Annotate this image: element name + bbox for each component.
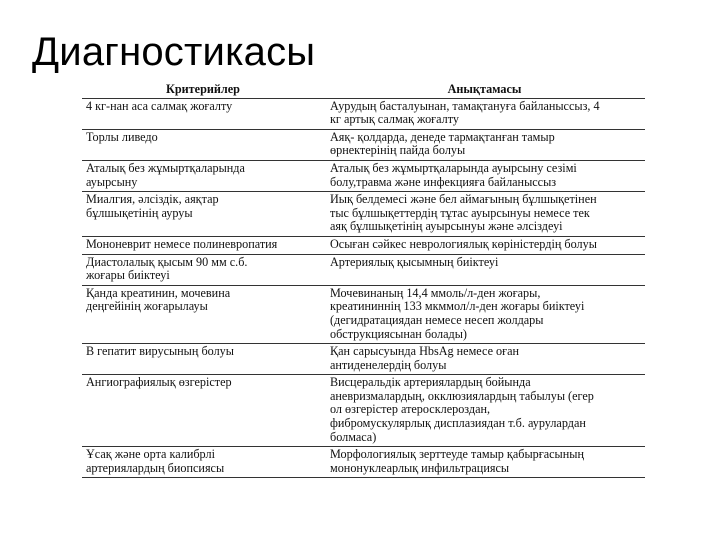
definition-cell: Артериялық қысымның биіктеуі bbox=[324, 254, 645, 285]
definition-cell: Морфологиялық зерттеуде тамыр қабырғасының мононуклеарлық инфильтрациясы bbox=[324, 447, 645, 478]
criterion-cell: Ангиографиялық өзгерістер bbox=[82, 375, 324, 447]
table-row bbox=[82, 160, 645, 191]
table-header-row bbox=[82, 82, 645, 98]
criterion-cell: Аталық без жұмыртқаларында ауырсыну bbox=[82, 160, 324, 191]
table-row bbox=[82, 285, 645, 343]
criterion-cell: 4 кг-нан аса салмақ жоғалту bbox=[82, 98, 324, 129]
table-row bbox=[82, 447, 645, 478]
table-row bbox=[82, 236, 645, 254]
criterion-cell: Миалгия, әлсіздік, аяқтар бұлшықетінің ауруы bbox=[82, 192, 324, 237]
criterion-cell: Диастолалық қысым 90 мм с.б. жоғары биіктеуі bbox=[82, 254, 324, 285]
table-row bbox=[82, 98, 645, 129]
criterion-cell: Ұсақ және орта калибрлі артериялардың биопсиясы bbox=[82, 447, 324, 478]
slide-title: Диагностикасы bbox=[32, 30, 316, 74]
table-row bbox=[82, 375, 645, 447]
definition-cell: Қан сарысуында HbsAg немесе оған антиденелердің болуы bbox=[324, 344, 645, 375]
criterion-cell: В гепатит вирусының болуы bbox=[82, 344, 324, 375]
definition-cell: Иық белдемесі және бел аймағының бұлшықетінен тыс бұлшықеттердің тұтас ауырсынуы немесе тек аяқ бұлшықетінің ауырсынуы және әлсіздеуі bbox=[324, 192, 645, 237]
definition-cell: Аурудың басталуынан, тамақтануға байланыссыз, 4 кг артық салмақ жоғалту bbox=[324, 98, 645, 129]
definition-cell: Висцеральдік артериялардың бойында аневризмалардың, окклюзиялардың табылуы (егер ол өзгерістер атеросклероздан, фибромускулярлық дисплазиядан т.б. аурулардан болмаса) bbox=[324, 375, 645, 447]
criteria-table bbox=[82, 82, 645, 478]
definition-cell: Осыған сәйкес неврологиялық көріністердің болуы bbox=[324, 236, 645, 254]
table-row bbox=[82, 344, 645, 375]
criterion-cell: Торлы ливедо bbox=[82, 129, 324, 160]
table-row bbox=[82, 254, 645, 285]
definition-cell: Аяқ- қолдарда, денеде тармақтанған тамыр өрнектерінің пайда болуы bbox=[324, 129, 645, 160]
table-row bbox=[82, 192, 645, 237]
table-row bbox=[82, 129, 645, 160]
criterion-cell: Қанда креатинин, мочевина деңгейінің жоғарылауы bbox=[82, 285, 324, 343]
definition-cell: Аталық без жұмыртқаларында ауырсыну сезімі болу,травма және инфекцияға байланыссыз bbox=[324, 160, 645, 191]
column-header-definition: Анықтамасы bbox=[324, 82, 645, 98]
definition-cell: Мочевинаның 14,4 ммоль/л-ден жоғары, креатининнің 133 мкммол/л-ден жоғары биіктеуі (дегидратациядан немесе несеп жолдары обструкциясынан болады) bbox=[324, 285, 645, 343]
column-header-criteria: Критерийлер bbox=[82, 82, 324, 98]
criterion-cell: Мононеврит немесе полиневропатия bbox=[82, 236, 324, 254]
